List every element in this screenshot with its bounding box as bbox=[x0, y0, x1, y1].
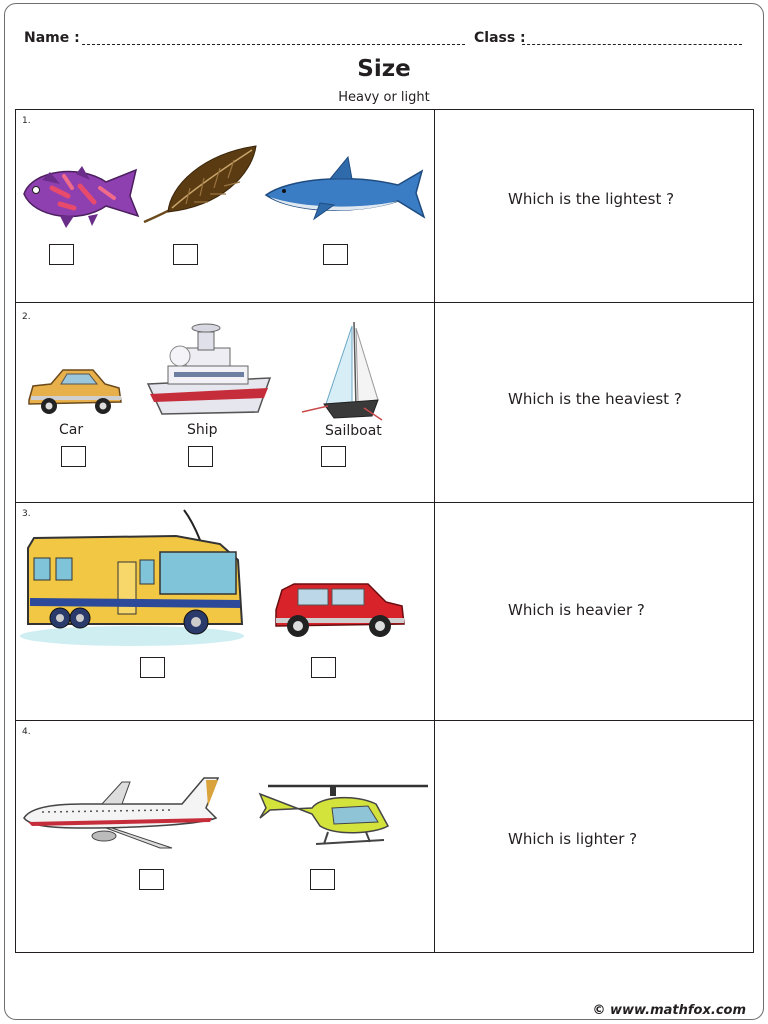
name-field[interactable] bbox=[82, 44, 465, 45]
class-label: Class : bbox=[474, 30, 526, 46]
sailboat-icon bbox=[302, 320, 382, 422]
question-prompt: Which is the heaviest ? bbox=[508, 390, 682, 408]
ship-label: Ship bbox=[187, 422, 218, 438]
question-number: 2. bbox=[22, 312, 31, 322]
class-field[interactable] bbox=[522, 44, 742, 45]
answer-box-airplane[interactable] bbox=[139, 869, 164, 890]
page-title: Size bbox=[357, 56, 411, 82]
footer-credit: © www.mathfox.com bbox=[592, 1003, 746, 1018]
question-number: 4. bbox=[22, 727, 31, 737]
answer-box-red-car[interactable] bbox=[311, 657, 336, 678]
answer-box-bus[interactable] bbox=[140, 657, 165, 678]
question-prompt: Which is the lightest ? bbox=[508, 190, 675, 208]
helicopter-icon bbox=[256, 778, 430, 858]
answer-box-helicopter[interactable] bbox=[310, 869, 335, 890]
question-number: 3. bbox=[22, 509, 31, 519]
row-divider bbox=[15, 502, 754, 503]
fish-icon bbox=[20, 158, 140, 228]
sailboat-label: Sailboat bbox=[325, 423, 382, 439]
car-label: Car bbox=[59, 422, 84, 438]
answer-box-sailboat[interactable] bbox=[321, 446, 346, 467]
question-prompt: Which is heavier ? bbox=[508, 601, 645, 619]
question-prompt: Which is lighter ? bbox=[508, 830, 638, 848]
answer-box-feather[interactable] bbox=[173, 244, 198, 265]
question-number: 1. bbox=[22, 116, 31, 126]
page-subtitle: Heavy or light bbox=[338, 90, 430, 105]
answer-box-shark[interactable] bbox=[323, 244, 348, 265]
answer-box-fish[interactable] bbox=[49, 244, 74, 265]
row-divider bbox=[15, 302, 754, 303]
answer-box-ship[interactable] bbox=[188, 446, 213, 467]
airplane-icon bbox=[22, 774, 222, 850]
answer-box-car[interactable] bbox=[61, 446, 86, 467]
car-icon bbox=[27, 366, 123, 418]
red-car-icon bbox=[274, 580, 406, 640]
feather-icon bbox=[142, 144, 260, 224]
column-divider bbox=[434, 109, 435, 953]
name-label: Name : bbox=[24, 30, 80, 46]
row-divider bbox=[15, 720, 754, 721]
ship-icon bbox=[146, 322, 272, 416]
shark-icon bbox=[264, 155, 426, 225]
bus-icon bbox=[20, 508, 244, 648]
